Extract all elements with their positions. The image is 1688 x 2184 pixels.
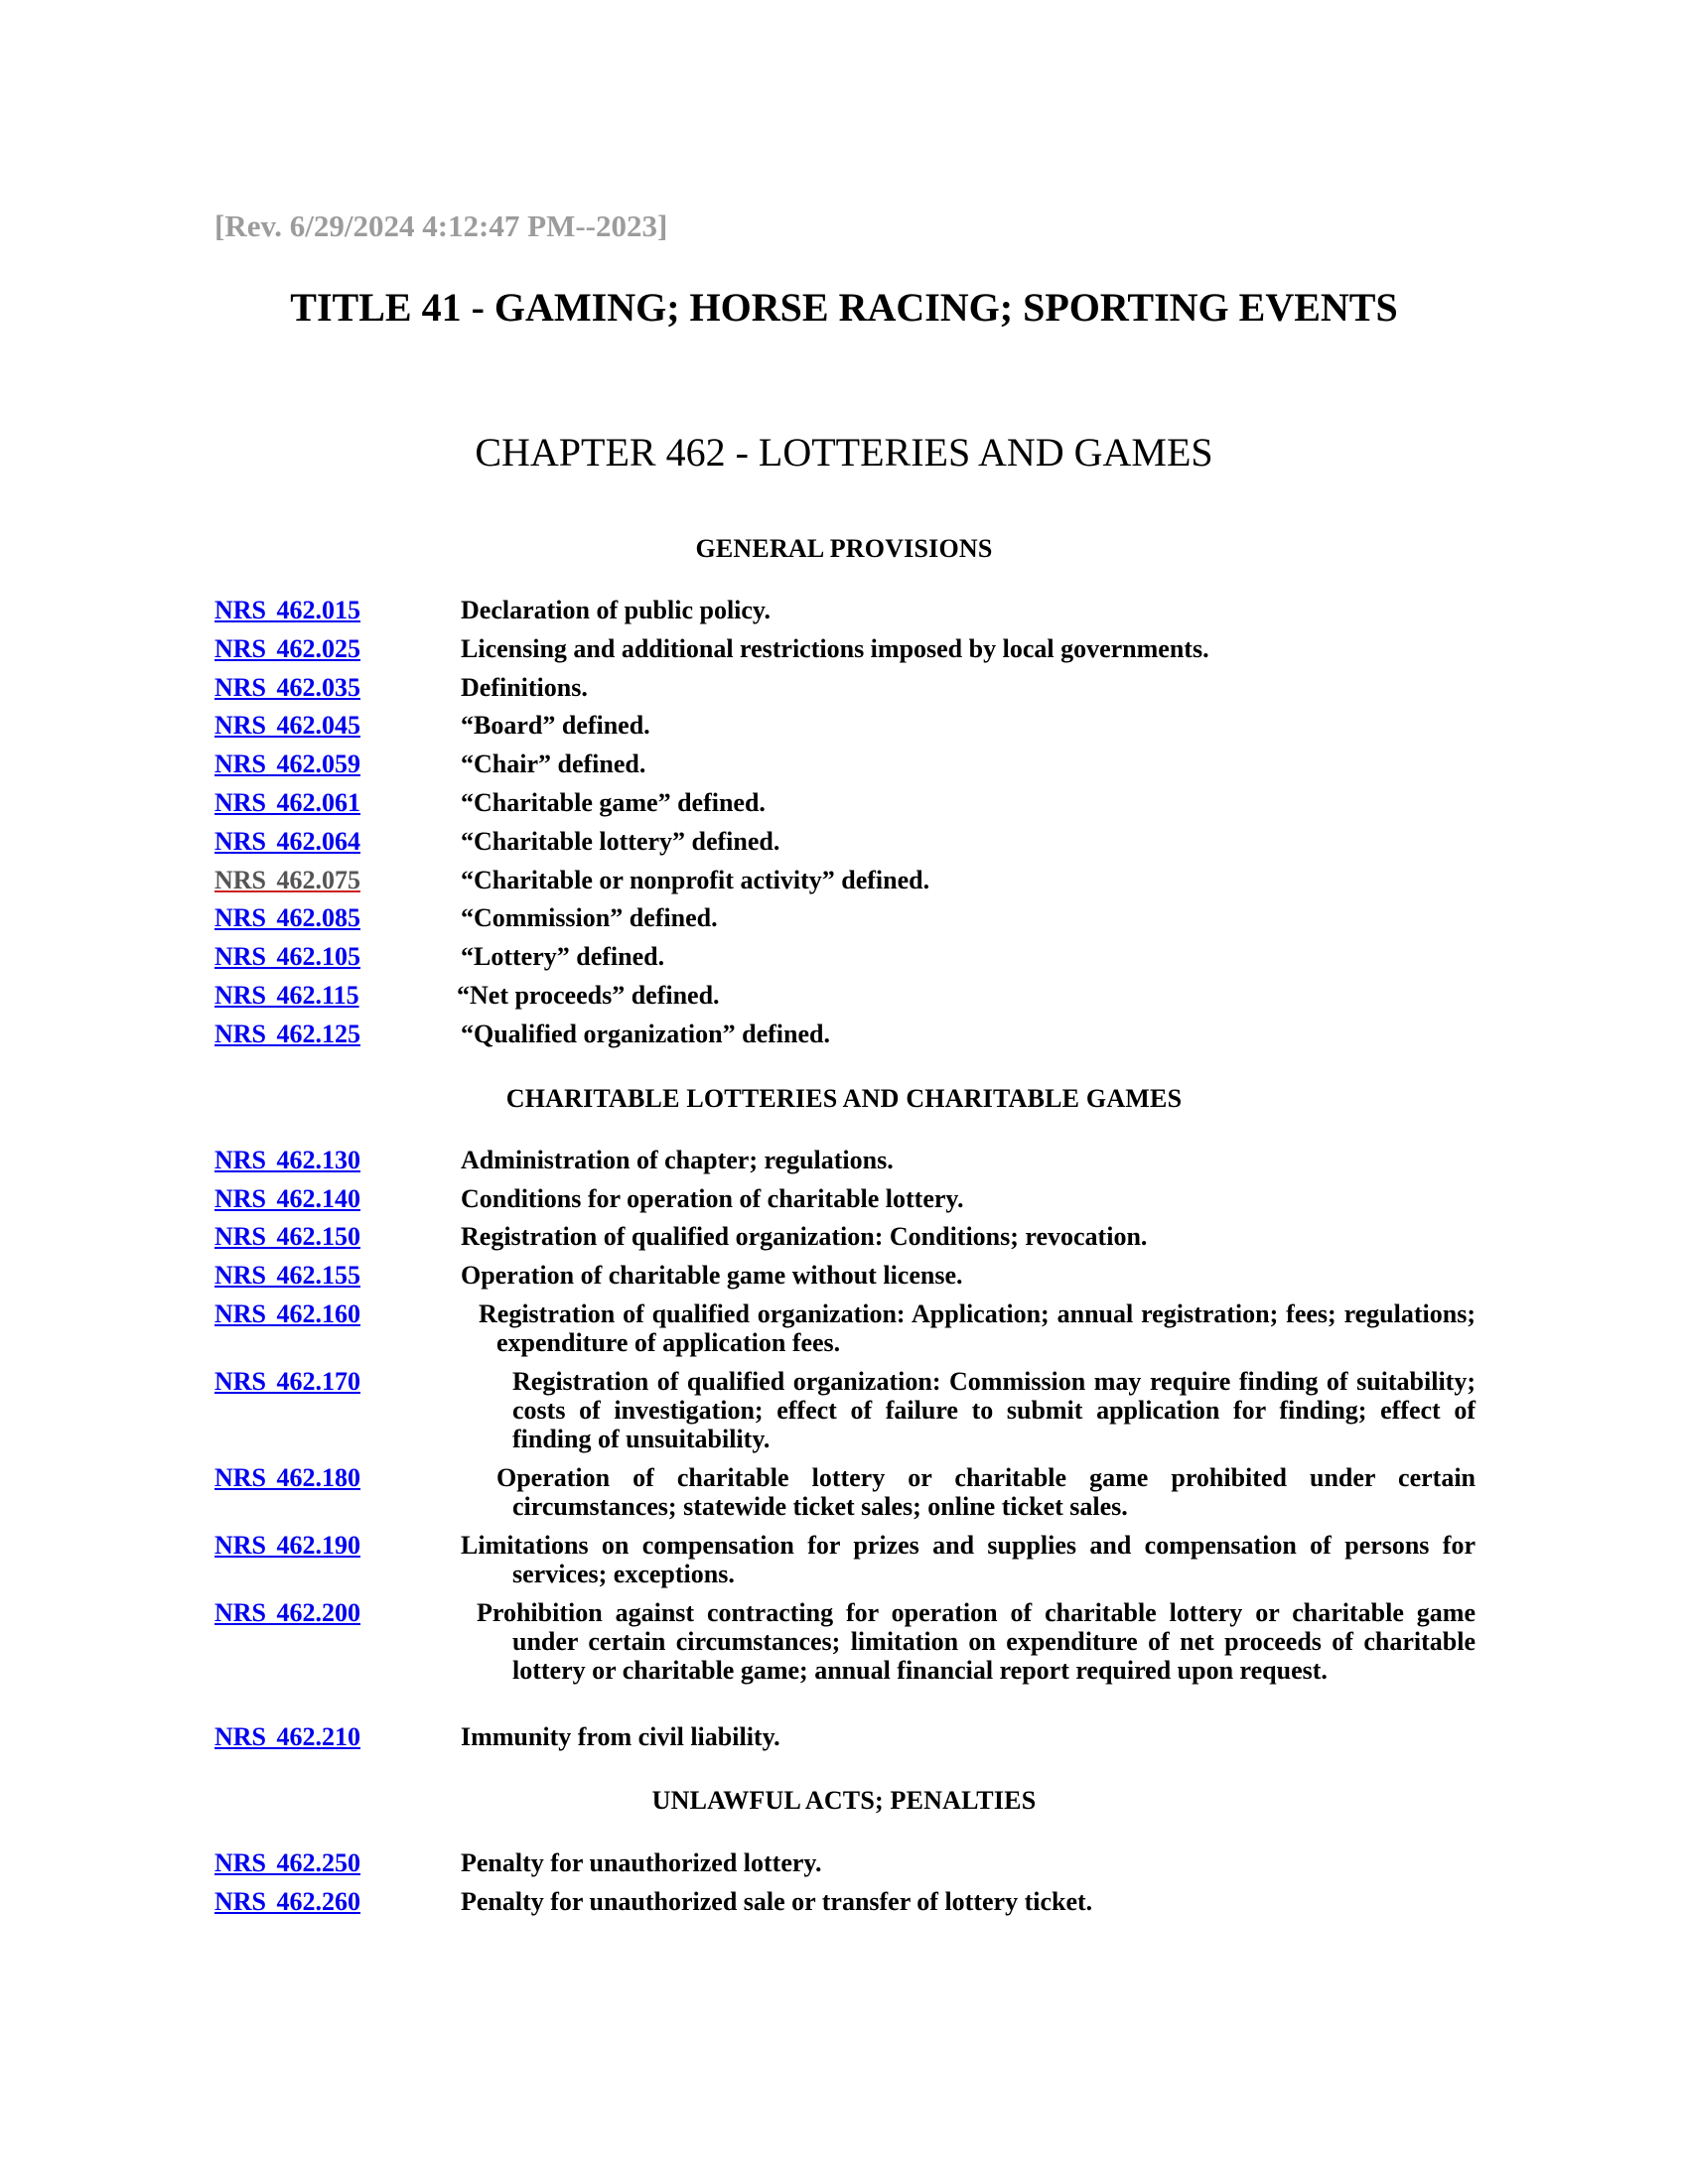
revision-stamp: [Rev. 6/29/2024 4:12:47 PM--2023] (214, 208, 668, 243)
entry-description: Declaration of public policy. (461, 596, 771, 624)
section-heading-general-provisions: GENERAL PROVISIONS (695, 534, 993, 563)
entry-description: “Charitable lottery” defined. (461, 827, 780, 856)
nrs-link[interactable]: NRS 462.015 (214, 596, 361, 624)
nrs-link[interactable]: NRS 462.061 (214, 788, 361, 817)
nrs-link[interactable]: NRS 462.125 (214, 1020, 361, 1048)
nrs-link[interactable]: NRS 462.150 (214, 1222, 361, 1251)
nrs-link[interactable]: NRS 462.130 (214, 1146, 361, 1174)
nrs-link[interactable]: NRS 462.035 (214, 673, 361, 702)
section-heading-unlawful-acts: UNLAWFUL ACTS; PENALTIES (651, 1786, 1037, 1815)
entry-description: Administration of chapter; regulations. (461, 1146, 894, 1174)
section-heading-charitable-lotteries: CHARITABLE LOTTERIES AND CHARITABLE GAMES (505, 1084, 1183, 1113)
entry-description: “Lottery” defined. (461, 942, 665, 971)
nrs-link[interactable]: NRS 462.260 (214, 1887, 361, 1916)
entry-description: Registration of qualified organization: Application; annual registration; fees; regulations; expenditure of application fees. (479, 1299, 1476, 1357)
entry-description: “Charitable game” defined. (461, 788, 766, 817)
entry-description: “Charitable or nonprofit activity” defined. (461, 866, 930, 894)
title-heading: TITLE 41 - GAMING; HORSE RACING; SPORTING EVENTS (290, 285, 1398, 330)
entry-description: Definitions. (461, 673, 588, 702)
entry-description: Immunity from civil liability. (461, 1722, 780, 1751)
entry-description: Operation of charitable game without license. (461, 1261, 963, 1290)
entry-description: “Board” defined. (461, 711, 650, 740)
entry-description: Registration of qualified organization: Commission may require finding of suitability; costs of investigation; effect of failure to submit application for finding; effect of finding of unsuitability. (512, 1367, 1476, 1453)
nrs-link[interactable]: NRS 462.250 (214, 1848, 361, 1877)
nrs-link[interactable]: NRS 462.140 (214, 1184, 361, 1213)
nrs-link[interactable]: NRS 462.155 (214, 1261, 361, 1290)
entry-description: Penalty for unauthorized sale or transfer of lottery ticket. (461, 1887, 1093, 1916)
entry-description: “Commission” defined. (461, 903, 718, 932)
entry-description: Limitations on compensation for prizes and supplies and compensation of persons for services; exceptions. (461, 1531, 1476, 1588)
nrs-link[interactable]: NRS 462.180 (214, 1463, 361, 1492)
nrs-link[interactable]: NRS 462.170 (214, 1367, 361, 1396)
nrs-link[interactable]: NRS 462.190 (214, 1531, 361, 1560)
nrs-link[interactable]: NRS 462.064 (214, 827, 361, 856)
nrs-link[interactable]: NRS 462.210 (214, 1722, 361, 1751)
entry-description: Conditions for operation of charitable lottery. (461, 1184, 964, 1213)
entry-description: Operation of charitable lottery or charitable game prohibited under certain circumstances; statewide ticket sales; online ticket sales. (496, 1463, 1476, 1521)
entry-description: “Qualified organization” defined. (461, 1020, 830, 1048)
nrs-link[interactable]: NRS 462.075 (214, 866, 361, 894)
entry-description: Prohibition against contracting for operation of charitable lottery or charitable game under certain circumstances; limitation on expenditure of net proceeds of charitable lottery or charitable game; annual financial report required upon request. (477, 1598, 1476, 1685)
nrs-link[interactable]: NRS 462.105 (214, 942, 361, 971)
entry-description: Penalty for unauthorized lottery. (461, 1848, 822, 1877)
nrs-link[interactable]: NRS 462.200 (214, 1598, 361, 1627)
entry-description: “Net proceeds” defined. (457, 981, 720, 1010)
nrs-link[interactable]: NRS 462.025 (214, 634, 361, 663)
nrs-link[interactable]: NRS 462.160 (214, 1299, 361, 1328)
entry-description: Licensing and additional restrictions imposed by local governments. (461, 634, 1209, 663)
nrs-link[interactable]: NRS 462.115 (214, 981, 359, 1010)
nrs-link[interactable]: NRS 462.045 (214, 711, 361, 740)
nrs-link[interactable]: NRS 462.059 (214, 750, 361, 778)
nrs-link[interactable]: NRS 462.085 (214, 903, 361, 932)
chapter-heading: CHAPTER 462 - LOTTERIES AND GAMES (475, 430, 1213, 475)
entry-description: Registration of qualified organization: Conditions; revocation. (461, 1222, 1148, 1251)
entry-description: “Chair” defined. (461, 750, 646, 778)
